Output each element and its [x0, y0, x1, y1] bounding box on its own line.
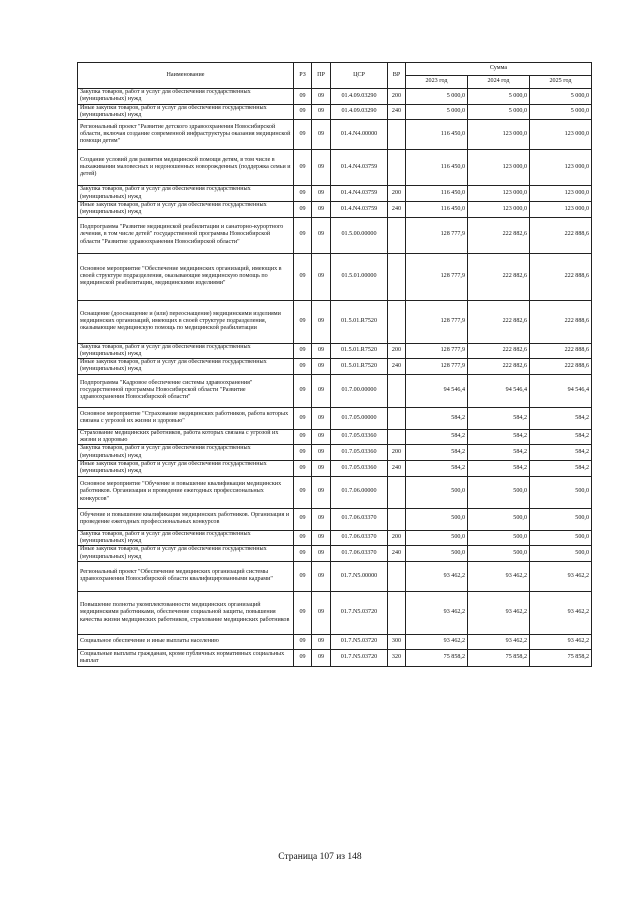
- cell-rz: 09: [294, 253, 312, 300]
- cell-name: Иные закупки товаров, работ и услуг для обеспечения государственных (муниципальных) нужд: [78, 201, 294, 217]
- cell-2024: 123 000,0: [468, 120, 530, 150]
- cell-vr: 240: [388, 546, 406, 562]
- header-year-2025: 2025 год: [530, 76, 592, 89]
- cell-name: Обучение и повышение квалификации медицинских работников. Организация и проведение ежегодных профессиональных конкурсов: [78, 508, 294, 530]
- cell-2023: 5 000,0: [406, 104, 468, 120]
- cell-2023: 128 777,9: [406, 359, 468, 375]
- cell-2023: 500,0: [406, 476, 468, 508]
- cell-2024: 5 000,0: [468, 104, 530, 120]
- cell-2023: 584,2: [406, 445, 468, 461]
- cell-csr: 01.7.N5.03720: [331, 634, 388, 649]
- cell-2023: 116 450,0: [406, 120, 468, 150]
- cell-csr: 01.7.N5.00000: [331, 561, 388, 591]
- cell-rz: 09: [294, 561, 312, 591]
- cell-pr: 09: [312, 120, 331, 150]
- cell-2023: 75 858,2: [406, 649, 468, 666]
- cell-pr: 09: [312, 445, 331, 461]
- cell-2023: 93 462,2: [406, 561, 468, 591]
- cell-csr: 01.4.09.03290: [331, 104, 388, 120]
- table-row: [78, 649, 592, 666]
- cell-2023: 584,2: [406, 429, 468, 445]
- cell-pr: 09: [312, 561, 331, 591]
- table-row: [78, 150, 592, 186]
- cell-2025: 500,0: [530, 546, 592, 562]
- cell-csr: 01.7.05.03360: [331, 445, 388, 461]
- cell-2025: 584,2: [530, 407, 592, 429]
- cell-pr: 09: [312, 300, 331, 343]
- cell-name: Социальное обеспечение и иные выплаты населению: [78, 634, 294, 649]
- cell-name: Подпрограмма "Развитие медицинской реабилитации и санаторно-курортного лечения, в том числе детей" государственной программы Новосибирской области "Развитие здравоохранения Новосибирской области": [78, 217, 294, 253]
- cell-2023: 128 777,9: [406, 253, 468, 300]
- cell-vr: [388, 150, 406, 186]
- header-csr: ЦСР: [331, 63, 388, 89]
- cell-pr: 09: [312, 201, 331, 217]
- cell-2024: 123 000,0: [468, 150, 530, 186]
- table-row: [78, 461, 592, 477]
- cell-pr: 09: [312, 150, 331, 186]
- cell-2025: 123 000,0: [530, 186, 592, 202]
- cell-rz: 09: [294, 634, 312, 649]
- table-body: [78, 89, 592, 667]
- cell-pr: 09: [312, 253, 331, 300]
- header-rz: РЗ: [294, 63, 312, 89]
- table-row: [78, 445, 592, 461]
- cell-2024: 584,2: [468, 429, 530, 445]
- cell-2023: 93 462,2: [406, 591, 468, 634]
- cell-2023: 500,0: [406, 530, 468, 546]
- cell-name: Иные закупки товаров, работ и услуг для обеспечения государственных (муниципальных) нужд: [78, 104, 294, 120]
- cell-vr: [388, 120, 406, 150]
- cell-vr: [388, 300, 406, 343]
- cell-vr: [388, 476, 406, 508]
- cell-rz: 09: [294, 476, 312, 508]
- cell-2025: 123 000,0: [530, 120, 592, 150]
- cell-csr: 01.7.N5.03720: [331, 591, 388, 634]
- cell-name: Повышение полноты укомплектованности медицинских организаций медицинскими работниками, обеспечение социальной защиты, повышения качества жизни медицинских работников, страхование медицинских работников: [78, 591, 294, 634]
- cell-2025: 93 462,2: [530, 634, 592, 649]
- cell-2024: 584,2: [468, 461, 530, 477]
- cell-name: Иные закупки товаров, работ и услуг для обеспечения государственных (муниципальных) нужд: [78, 461, 294, 477]
- cell-2024: 584,2: [468, 445, 530, 461]
- cell-name: Иные закупки товаров, работ и услуг для обеспечения государственных (муниципальных) нужд: [78, 359, 294, 375]
- cell-2024: 93 462,2: [468, 634, 530, 649]
- cell-2025: 93 462,2: [530, 561, 592, 591]
- cell-name: Закупка товаров, работ и услуг для обеспечения государственных (муниципальных) нужд: [78, 186, 294, 202]
- cell-2024: 5 000,0: [468, 89, 530, 105]
- cell-2025: 584,2: [530, 445, 592, 461]
- cell-name: Оснащение (дооснащение и (или) переоснащение) медицинскими изделиями медицинских организаций, имеющих в своей структуре подразделения, оказывающие медицинскую помощь по медицинской реабилитации: [78, 300, 294, 343]
- cell-2024: 222 882,6: [468, 300, 530, 343]
- cell-2025: 94 546,4: [530, 374, 592, 407]
- table-row: [78, 89, 592, 105]
- table-row: [78, 300, 592, 343]
- cell-2025: 5 000,0: [530, 104, 592, 120]
- cell-csr: 01.7.06.03370: [331, 546, 388, 562]
- table-row: [78, 253, 592, 300]
- cell-pr: 09: [312, 217, 331, 253]
- page-number: Страница 107 из 148: [278, 852, 362, 862]
- cell-pr: 09: [312, 407, 331, 429]
- cell-csr: 01.7.06.03370: [331, 530, 388, 546]
- table-row: [78, 120, 592, 150]
- cell-pr: 09: [312, 359, 331, 375]
- cell-pr: 09: [312, 634, 331, 649]
- cell-rz: 09: [294, 546, 312, 562]
- cell-csr: 01.7.N5.03720: [331, 649, 388, 666]
- cell-2025: 222 888,6: [530, 217, 592, 253]
- cell-rz: 09: [294, 186, 312, 202]
- cell-2023: 128 777,9: [406, 300, 468, 343]
- cell-name: Иные закупки товаров, работ и услуг для обеспечения государственных (муниципальных) нужд: [78, 546, 294, 562]
- cell-csr: 01.7.00.00000: [331, 374, 388, 407]
- cell-rz: 09: [294, 374, 312, 407]
- cell-2024: 123 000,0: [468, 186, 530, 202]
- cell-vr: 200: [388, 89, 406, 105]
- cell-csr: 01.5.01.R7520: [331, 359, 388, 375]
- cell-vr: [388, 591, 406, 634]
- cell-csr: 01.4.N4.00000: [331, 120, 388, 150]
- cell-vr: [388, 253, 406, 300]
- cell-2024: 222 882,6: [468, 253, 530, 300]
- cell-vr: 240: [388, 359, 406, 375]
- cell-csr: 01.7.05.03360: [331, 429, 388, 445]
- cell-pr: 09: [312, 546, 331, 562]
- cell-2023: 94 546,4: [406, 374, 468, 407]
- cell-rz: 09: [294, 508, 312, 530]
- cell-rz: 09: [294, 201, 312, 217]
- cell-vr: 240: [388, 104, 406, 120]
- table-row: [78, 530, 592, 546]
- cell-2023: 584,2: [406, 407, 468, 429]
- cell-pr: 09: [312, 649, 331, 666]
- cell-name: Закупка товаров, работ и услуг для обеспечения государственных (муниципальных) нужд: [78, 445, 294, 461]
- cell-2024: 500,0: [468, 546, 530, 562]
- cell-2024: 500,0: [468, 508, 530, 530]
- cell-vr: [388, 374, 406, 407]
- cell-rz: 09: [294, 300, 312, 343]
- cell-vr: [388, 508, 406, 530]
- cell-2025: 222 888,6: [530, 300, 592, 343]
- cell-csr: 01.5.01.R7520: [331, 300, 388, 343]
- cell-rz: 09: [294, 649, 312, 666]
- table-row: [78, 359, 592, 375]
- cell-2023: 93 462,2: [406, 634, 468, 649]
- cell-2024: 222 882,6: [468, 359, 530, 375]
- cell-vr: 240: [388, 201, 406, 217]
- cell-csr: 01.7.06.00000: [331, 476, 388, 508]
- cell-2024: 93 462,2: [468, 591, 530, 634]
- table-row: [78, 546, 592, 562]
- cell-pr: 09: [312, 429, 331, 445]
- cell-2023: 584,2: [406, 461, 468, 477]
- cell-csr: 01.4.09.03290: [331, 89, 388, 105]
- cell-2023: 500,0: [406, 546, 468, 562]
- cell-2024: 93 462,2: [468, 561, 530, 591]
- cell-csr: 01.7.05.03360: [331, 461, 388, 477]
- table-row: [78, 217, 592, 253]
- cell-2025: 123 000,0: [530, 150, 592, 186]
- cell-2025: 5 000,0: [530, 89, 592, 105]
- cell-name: Основное мероприятие "Страхование медицинских работников, работа которых связана с угрозой их жизни и здоровью": [78, 407, 294, 429]
- cell-2023: 128 777,9: [406, 343, 468, 359]
- cell-name: Социальные выплаты гражданам, кроме публичных нормативных социальных выплат: [78, 649, 294, 666]
- cell-2025: 500,0: [530, 476, 592, 508]
- table-row: [78, 476, 592, 508]
- cell-vr: [388, 217, 406, 253]
- cell-rz: 09: [294, 150, 312, 186]
- cell-2023: 116 450,0: [406, 201, 468, 217]
- cell-2023: 116 450,0: [406, 186, 468, 202]
- cell-rz: 09: [294, 445, 312, 461]
- cell-rz: 09: [294, 359, 312, 375]
- cell-vr: 200: [388, 445, 406, 461]
- cell-csr: 01.4.N4.03759: [331, 150, 388, 186]
- header-year-2024: 2024 год: [468, 76, 530, 89]
- cell-rz: 09: [294, 591, 312, 634]
- cell-csr: 01.5.00.00000: [331, 217, 388, 253]
- cell-vr: [388, 561, 406, 591]
- table-row: [78, 186, 592, 202]
- cell-2024: 500,0: [468, 530, 530, 546]
- cell-2024: 75 858,2: [468, 649, 530, 666]
- table-row: [78, 429, 592, 445]
- cell-rz: 09: [294, 461, 312, 477]
- header-sum: Сумма: [406, 63, 592, 76]
- cell-name: Закупка товаров, работ и услуг для обеспечения государственных (муниципальных) нужд: [78, 343, 294, 359]
- cell-name: Основное мероприятие "Обучение и повышение квалификации медицинских работников. Организация и проведение ежегодных профессиональных конкурсов": [78, 476, 294, 508]
- cell-csr: 01.7.05.00000: [331, 407, 388, 429]
- cell-2023: 500,0: [406, 508, 468, 530]
- cell-pr: 09: [312, 476, 331, 508]
- cell-csr: 01.5.01.00000: [331, 253, 388, 300]
- cell-rz: 09: [294, 104, 312, 120]
- cell-name: Подпрограмма "Кадровое обеспечение системы здравоохранения" государственной программы Новосибирской области "Развитие здравоохранения Новосибирской области": [78, 374, 294, 407]
- cell-csr: 01.4.N4.03759: [331, 201, 388, 217]
- cell-2024: 222 882,6: [468, 343, 530, 359]
- cell-vr: 200: [388, 530, 406, 546]
- table-row: [78, 343, 592, 359]
- header-name: Наименование: [78, 63, 294, 89]
- cell-2023: 5 000,0: [406, 89, 468, 105]
- cell-rz: 09: [294, 89, 312, 105]
- cell-2025: 584,2: [530, 461, 592, 477]
- header-vr: ВР: [388, 63, 406, 89]
- cell-pr: 09: [312, 530, 331, 546]
- cell-csr: 01.5.01.R7520: [331, 343, 388, 359]
- cell-2023: 116 450,0: [406, 150, 468, 186]
- cell-2024: 94 546,4: [468, 374, 530, 407]
- cell-2025: 222 888,6: [530, 253, 592, 300]
- table-row: [78, 561, 592, 591]
- cell-name: Региональный проект "Развитие детского здравоохранения Новосибирской области, включая создание современной инфраструктуры оказания медицинской помощи детям": [78, 120, 294, 150]
- cell-vr: [388, 429, 406, 445]
- cell-pr: 09: [312, 89, 331, 105]
- cell-rz: 09: [294, 429, 312, 445]
- cell-pr: 09: [312, 461, 331, 477]
- cell-csr: 01.7.06.03370: [331, 508, 388, 530]
- cell-2025: 500,0: [530, 508, 592, 530]
- cell-rz: 09: [294, 217, 312, 253]
- cell-2024: 584,2: [468, 407, 530, 429]
- cell-pr: 09: [312, 591, 331, 634]
- cell-rz: 09: [294, 530, 312, 546]
- cell-pr: 09: [312, 343, 331, 359]
- cell-name: Основное мероприятие "Обеспечение медицинских организаций, имеющих в своей структуре подразделения, оказывающие медицинскую помощь по медицинской реабилитации, медицинскими изделиями": [78, 253, 294, 300]
- cell-vr: 320: [388, 649, 406, 666]
- table-row: [78, 201, 592, 217]
- cell-csr: 01.4.N4.03759: [331, 186, 388, 202]
- header-row: [78, 63, 592, 76]
- table-row: [78, 407, 592, 429]
- table-row: [78, 104, 592, 120]
- table-row: [78, 374, 592, 407]
- cell-rz: 09: [294, 343, 312, 359]
- cell-name: Региональный проект "Обеспечение медицинских организаций системы здравоохранения Новосибирской области квалифицированными кадрами": [78, 561, 294, 591]
- cell-pr: 09: [312, 186, 331, 202]
- cell-pr: 09: [312, 104, 331, 120]
- cell-rz: 09: [294, 120, 312, 150]
- cell-2023: 128 777,9: [406, 217, 468, 253]
- cell-name: Закупка товаров, работ и услуг для обеспечения государственных (муниципальных) нужд: [78, 89, 294, 105]
- cell-2025: 123 000,0: [530, 201, 592, 217]
- cell-vr: 200: [388, 186, 406, 202]
- cell-vr: 240: [388, 461, 406, 477]
- cell-rz: 09: [294, 407, 312, 429]
- cell-2025: 93 462,2: [530, 591, 592, 634]
- cell-name: Закупка товаров, работ и услуг для обеспечения государственных (муниципальных) нужд: [78, 530, 294, 546]
- table-row: [78, 591, 592, 634]
- cell-pr: 09: [312, 508, 331, 530]
- cell-vr: 200: [388, 343, 406, 359]
- cell-pr: 09: [312, 374, 331, 407]
- cell-2025: 584,2: [530, 429, 592, 445]
- cell-2025: 222 888,6: [530, 359, 592, 375]
- cell-2024: 123 000,0: [468, 201, 530, 217]
- budget-table: [77, 62, 592, 667]
- cell-2024: 500,0: [468, 476, 530, 508]
- cell-2024: 222 882,6: [468, 217, 530, 253]
- cell-name: Страхование медицинских работников, работа которых связана с угрозой их жизни и здоровью: [78, 429, 294, 445]
- header-year-2023: 2023 год: [406, 76, 468, 89]
- cell-2025: 75 858,2: [530, 649, 592, 666]
- table-row: [78, 508, 592, 530]
- cell-name: Создание условий для развития медицинской помощи детям, в том числе в выхаживании маловесных и недоношенных новорожденных (поддержка семьи и детей): [78, 150, 294, 186]
- cell-vr: 300: [388, 634, 406, 649]
- cell-vr: [388, 407, 406, 429]
- table-row: [78, 634, 592, 649]
- cell-2025: 222 888,6: [530, 343, 592, 359]
- cell-2025: 500,0: [530, 530, 592, 546]
- header-pr: ПР: [312, 63, 331, 89]
